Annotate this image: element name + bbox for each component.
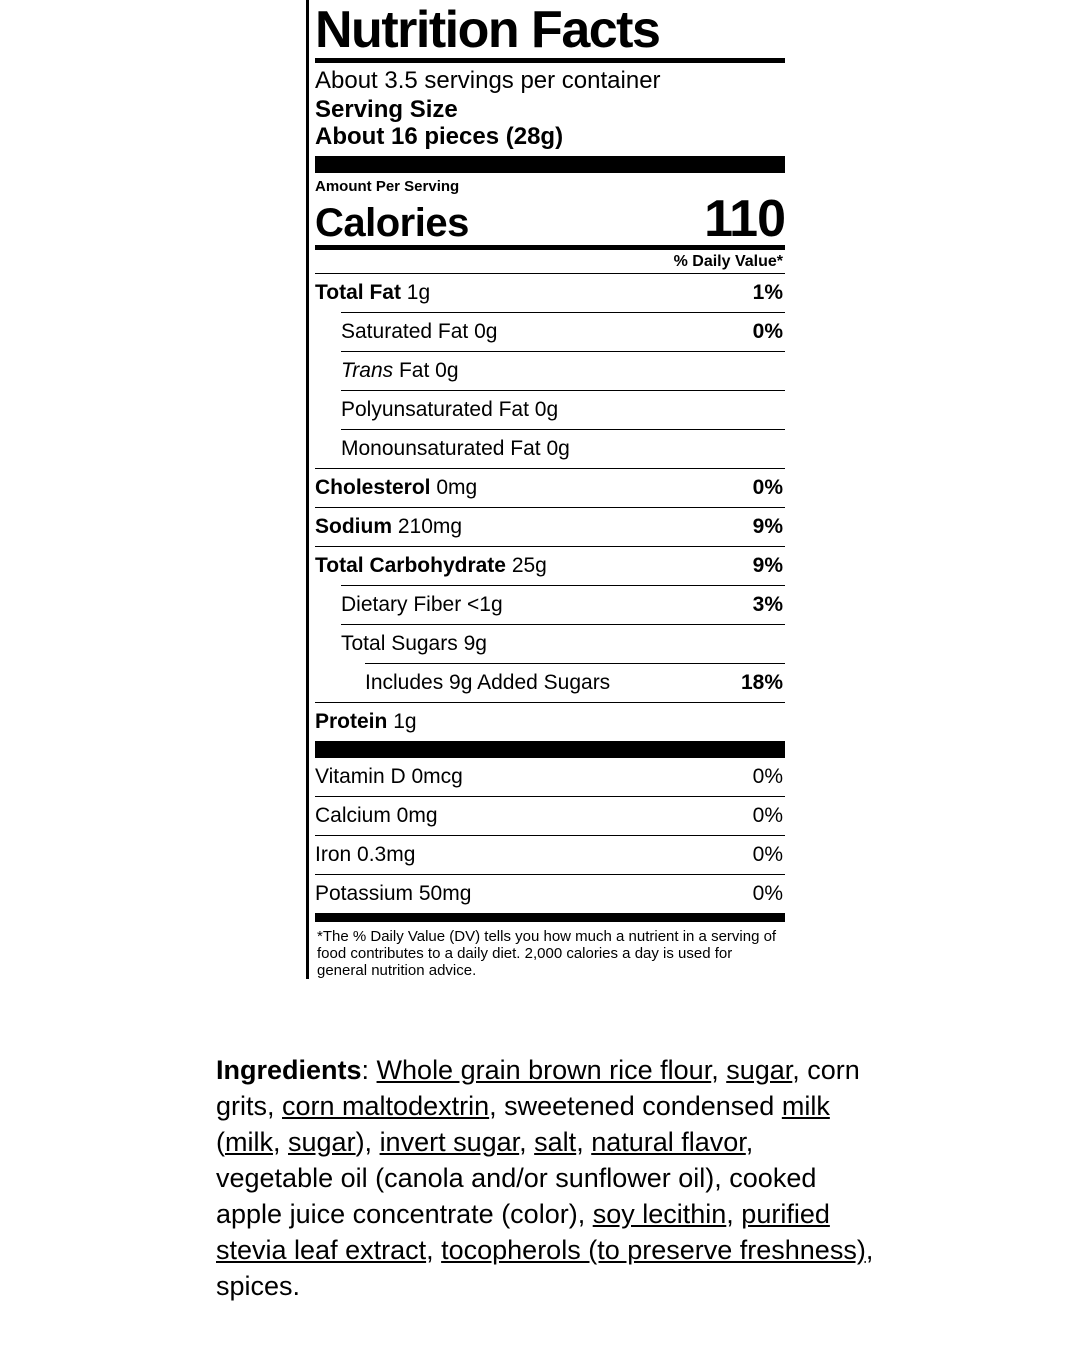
- ingredients-list: [216, 1055, 873, 1301]
- ingredient-text: (: [216, 1127, 225, 1157]
- ingredient-text: ,: [426, 1235, 442, 1265]
- nutrient-name: Polyunsaturated Fat: [341, 398, 529, 421]
- nutrient-row-total-carbohydrate: [315, 547, 785, 585]
- nutrient-row-added-sugars: [315, 664, 785, 702]
- daily-value-header: % Daily Value*: [673, 253, 783, 270]
- nutrient-amount: 0g: [534, 398, 559, 421]
- nutrient-dv: 18%: [740, 671, 783, 694]
- nutrient-amount: 0g: [546, 437, 570, 460]
- vitamin-name: Potassium 50mg: [315, 882, 472, 905]
- servings-per-container: About 3.5 servings per container: [315, 67, 661, 94]
- nutrition-facts-panel: [306, 0, 785, 979]
- ingredient-term: milk: [225, 1127, 273, 1157]
- vitamin-name: Calcium 0mg: [315, 804, 438, 827]
- nutrient-amount: 1g: [406, 281, 431, 304]
- nutrient-row-trans-fat: [315, 352, 785, 390]
- nutrient-amount: 0mg: [436, 476, 478, 499]
- ingredient-term: natural flavor: [591, 1127, 746, 1157]
- nutrient-name: Monounsaturated Fat: [341, 437, 541, 460]
- calories-label: Calories: [315, 201, 469, 245]
- calories-value: 110: [704, 190, 785, 248]
- nutrient-amount: 210mg: [397, 515, 463, 538]
- ingredient-text: ,: [576, 1127, 592, 1157]
- ingredients-heading: Ingredients: [216, 1055, 362, 1085]
- vitamin-row-vitamin-d: [315, 758, 785, 796]
- ingredient-text: ,: [726, 1199, 742, 1229]
- nutrient-row-polyunsaturated-fat: [315, 391, 785, 429]
- nutrient-amount: 0g: [474, 320, 498, 343]
- nutrient-name: Includes 9g Added Sugars: [365, 671, 611, 694]
- vitamin-dv: 0%: [752, 804, 783, 827]
- ingredient-text: ,: [273, 1127, 289, 1157]
- ingredient-text: , vegetable oil (canola and/or sunflower oil), cooked apple juice concentrate (color),: [216, 1127, 817, 1229]
- nutrient-row-monounsaturated-fat: [315, 430, 785, 468]
- nutrient-name: Total Sugars: [341, 632, 458, 655]
- nutrient-amount: 25g: [511, 554, 547, 577]
- ingredient-term: sugar: [726, 1055, 793, 1085]
- ingredients-section: [216, 1052, 876, 1304]
- nutrient-row-protein: [315, 703, 785, 741]
- ingredient-text: ),: [355, 1127, 380, 1157]
- nutrient-name: Cholesterol: [315, 476, 431, 499]
- ingredient-text: , spices.: [216, 1235, 874, 1301]
- nutrient-name: Total Fat: [315, 281, 401, 304]
- nutrient-dv: 9%: [752, 554, 783, 577]
- nutrient-name: Saturated Fat: [341, 320, 469, 343]
- nutrient-amount: 9g: [463, 632, 487, 655]
- nutrient-name: Sodium: [315, 515, 392, 538]
- ingredient-text: ,: [519, 1127, 535, 1157]
- nutrient-name: Trans: [341, 359, 394, 382]
- ingredient-term: invert sugar: [379, 1127, 520, 1157]
- ingredient-text: , corn grits,: [216, 1055, 860, 1121]
- ingredient-text: ,: [711, 1055, 727, 1085]
- nutrient-dv: 1%: [752, 281, 783, 304]
- vitamin-name: Iron 0.3mg: [315, 843, 416, 866]
- vitamin-dv: 0%: [752, 882, 783, 905]
- nutrient-row-dietary-fiber: [315, 586, 785, 624]
- ingredient-term: soy lecithin: [592, 1199, 727, 1229]
- serving-size-label: Serving Size: [315, 96, 458, 123]
- nutrient-dv: 9%: [752, 515, 783, 538]
- nutrient-dv: 0%: [752, 476, 783, 499]
- ingredient-term: corn maltodextrin: [282, 1091, 490, 1121]
- vitamin-row-iron: [315, 836, 785, 874]
- nutrient-row-total-fat: [315, 274, 785, 312]
- vitamin-dv: 0%: [752, 765, 783, 788]
- daily-value-footnote: *The % Daily Value (DV) tells you how much a nutrient in a serving of food contributes to a daily diet. 2,000 calories a day is used for general nutrition advice.: [317, 928, 777, 979]
- ingredient-term: purified stevia leaf extract: [216, 1199, 830, 1265]
- protein-divider: [315, 741, 785, 758]
- nutrient-amount: 1g: [393, 710, 417, 733]
- nutrient-amount: Fat 0g: [398, 359, 459, 382]
- nutrient-dv: 3%: [752, 593, 783, 616]
- ingredient-term: sugar: [288, 1127, 356, 1157]
- nutrient-row-sodium: [315, 508, 785, 546]
- vitamins-divider: [315, 913, 785, 922]
- calories-row: [315, 190, 785, 248]
- vitamin-row-calcium: [315, 797, 785, 835]
- amount-per-serving-label: Amount Per Serving: [315, 178, 460, 195]
- nutrition-facts-title: Nutrition Facts: [315, 1, 660, 59]
- ingredient-term: Whole grain brown rice flour: [376, 1055, 712, 1085]
- nutrient-row-total-sugars: [315, 625, 785, 663]
- ingredient-term: tocopherols (to preserve freshness): [441, 1235, 866, 1265]
- ingredient-term: salt: [534, 1127, 577, 1157]
- nutrient-amount: <1g: [467, 593, 503, 616]
- vitamin-dv: 0%: [752, 843, 783, 866]
- nutrient-name: Protein: [315, 710, 388, 733]
- serving-divider: [315, 156, 785, 173]
- nutrient-name: Dietary Fiber: [341, 593, 462, 616]
- nutrient-dv: 0%: [752, 320, 783, 343]
- nutrient-name: Total Carbohydrate: [315, 554, 506, 577]
- ingredients-colon: :: [361, 1055, 377, 1085]
- serving-size-value: About 16 pieces (28g): [315, 123, 564, 150]
- vitamin-name: Vitamin D 0mcg: [315, 765, 463, 788]
- nutrient-row-saturated-fat: [315, 313, 785, 351]
- ingredient-term: milk: [781, 1091, 830, 1121]
- ingredient-text: , sweetened condensed: [489, 1091, 782, 1121]
- vitamin-row-potassium: [315, 875, 785, 913]
- nutrient-row-cholesterol: [315, 469, 785, 507]
